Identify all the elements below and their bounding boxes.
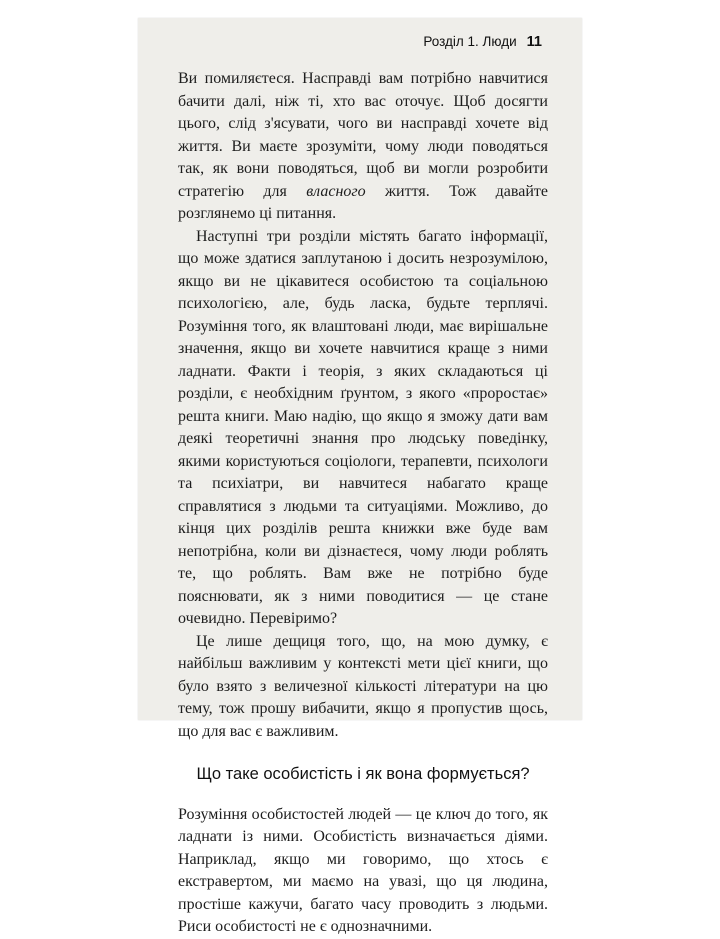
paragraph: Розуміння особистостей людей — це ключ до того, як ладнати із ними. Особистість визначається діями. Наприклад, якщо ми говоримо, що хтось є екстравертом, ми маємо на увазі, що ця людина, простіше кажучи, багато часу проводить з людьми. Риси особистості не є однозначними.	[178, 805, 548, 935]
paragraph-text: життя. Тож давайте розглянемо ці питання.	[178, 182, 548, 222]
book-page	[138, 18, 582, 935]
running-header	[423, 34, 542, 50]
page-number: 11	[526, 34, 542, 50]
paragraph-text: Ви помиляєтеся. Насправді вам потрібно навчитися бачити далі, ніж ті, хто вас оточує. Щоб досягти цього, слід з'ясувати, чого ви насправді хочете від життя. Ви маєте зрозуміти, чому люди поводяться так, як вони поводяться, щоб ви могли розробити стратегію для	[178, 70, 548, 200]
chapter-title: Розділ 1. Люди	[423, 34, 517, 49]
section-heading: Що таке особистість і як вона формується?	[196, 765, 530, 783]
emphasized-word: власного	[306, 182, 366, 200]
page-body	[178, 68, 548, 939]
paragraph	[178, 68, 548, 226]
paragraph: Це лише дещиця того, що, на мою думку, є найбільш важливим у контексті мети цієї книги, що було взято з величезної кількості літератури на цю тему, тож прошу вибачити, якщо я пропустив щось, що для вас є важливим.	[178, 632, 548, 740]
paragraph: Наступні три розділи містять багато інформації, що може здатися заплутаною і досить незрозумілою, якщо ви не цікавитеся особистою та соціальною психологією, але, будь ласка, будьте терплячі. Розуміння того, як влаштовані люди, має вирішальне значення, якщо ви хочете навчитися краще з ними ладнати. Факти і теорія, з яких складаються ці розділи, є необхідним ґрунтом, з якого «проростає» решта книги. Маю надію, що якщо я зможу дати вам деякі теоретичні знання про людську поведінку, якими користуються соціологи, терапевти, психологи та психіатри, ви навчитеся набагато краще справлятися з людьми та ситуаціями. Можливо, до кінця цих розділів решта книжки вже буде вам непотрібна, коли ви дізнаєтеся, чому люди роблять те, що роблять. Вам вже не потрібно буде пояснювати, як з ними поводитися — це стане очевидно. Перевіримо?	[178, 227, 548, 627]
